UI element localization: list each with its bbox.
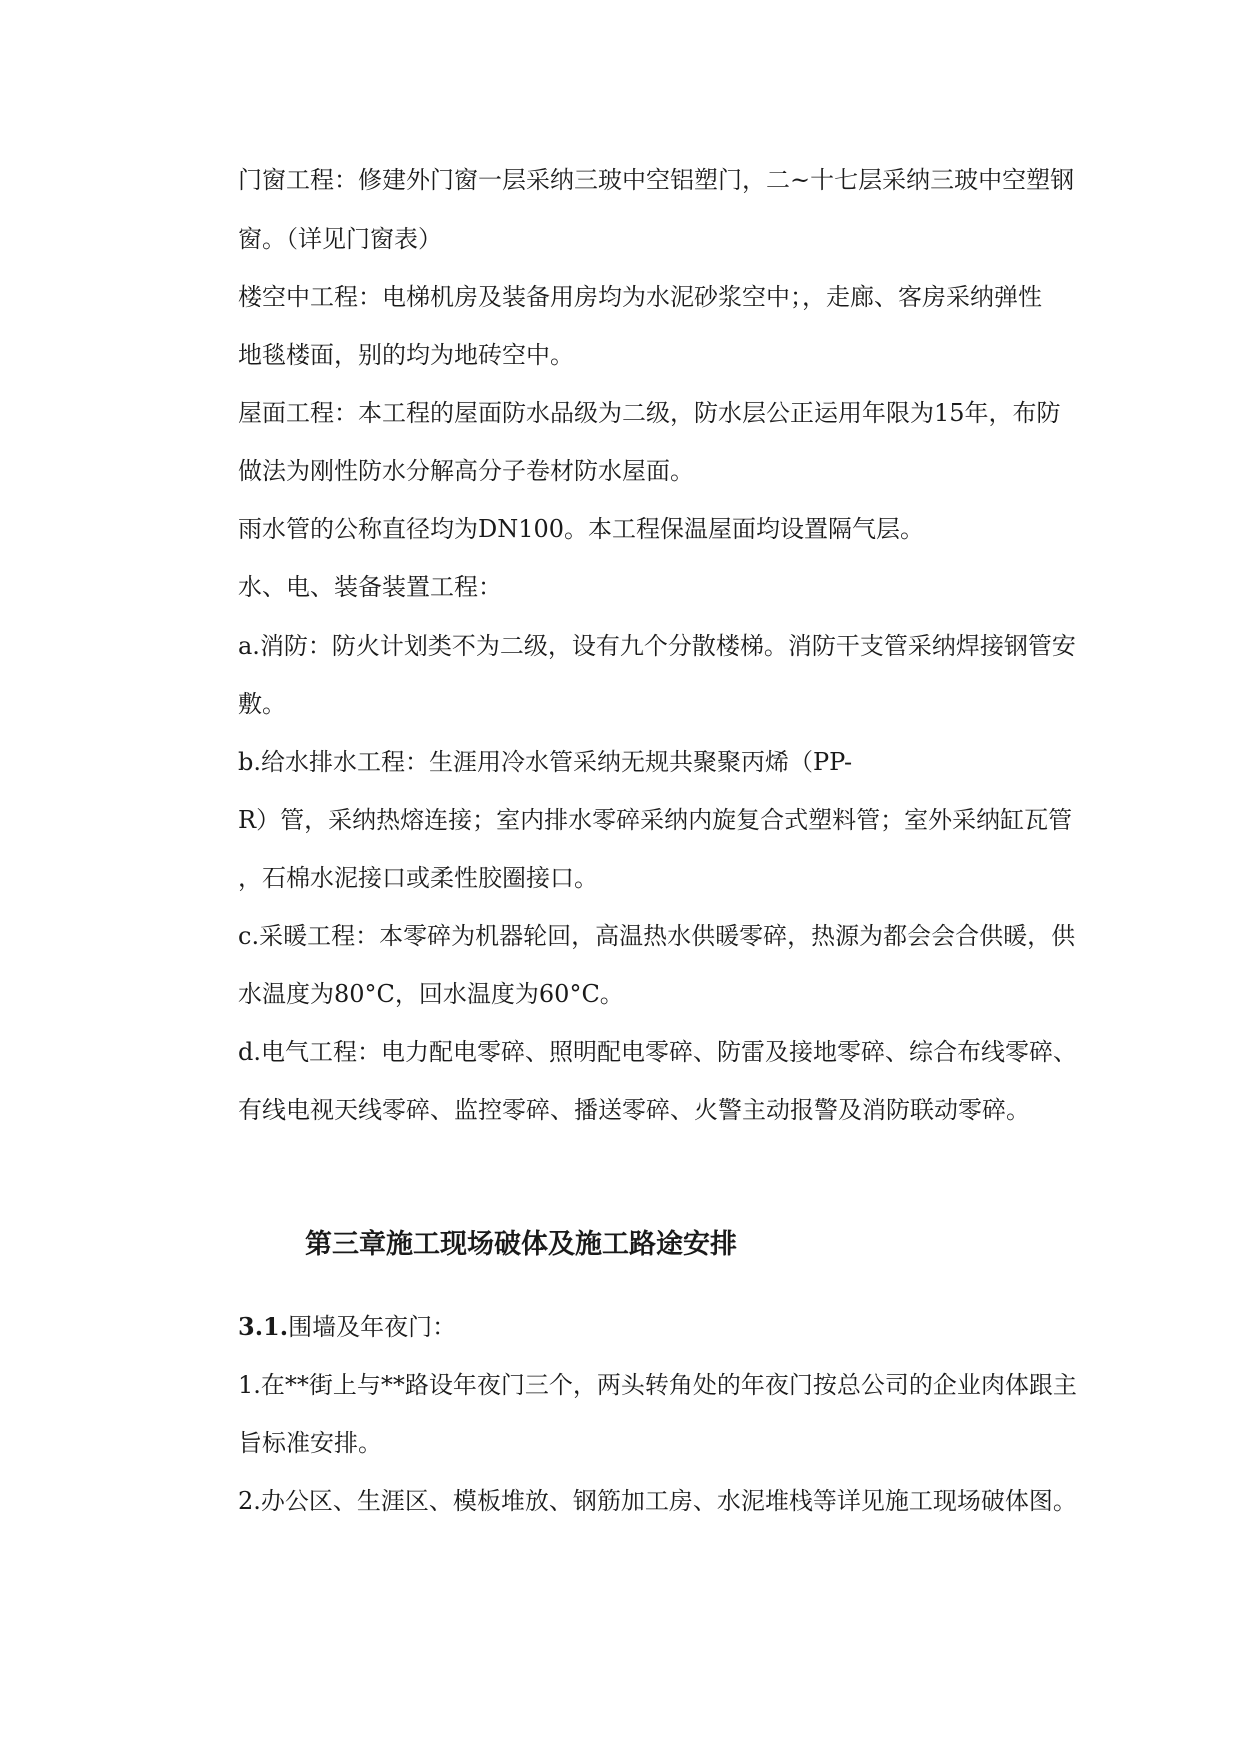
body-line: d.电气工程：电力配电零碎、照明配电零碎、防雷及接地零碎、综合布线零碎、: [238, 1038, 1077, 1066]
section-number: 3.1.: [238, 1312, 289, 1341]
section-heading: [238, 1310, 456, 1344]
chapter-heading: 第三章施工现场破体及施工路途安排: [305, 1229, 737, 1260]
body-line: R）管，采纳热熔连接；室内排水零碎采纳内旋复合式塑料管；室外采纳缸瓦管: [238, 806, 1073, 834]
body-line: c.采暖工程：本零碎为机器轮回，高温热水供暖零碎，热源为都会会合供暖，供: [238, 922, 1076, 950]
body-line: 有线电视天线零碎、监控零碎、播送零碎、火警主动报警及消防联动零碎。: [238, 1096, 1030, 1124]
body-line: ，石棉水泥接口或柔性胶圈接口。: [238, 864, 598, 892]
section-line: 2.办公区、生涯区、模板堆放、钢筋加工房、水泥堆栈等详见施工现场破体图。: [238, 1487, 1077, 1515]
section-title: 围墙及年夜门：: [288, 1313, 457, 1341]
body-line: 门窗工程：修建外门窗一层采纳三玻中空铝塑门，二~十七层采纳三玻中空塑钢: [238, 166, 1075, 194]
section-line: 旨标准安排。: [238, 1429, 382, 1457]
body-line: 窗。（详见门窗表）: [238, 225, 442, 253]
body-line: 做法为刚性防水分解高分子卷材防水屋面。: [238, 457, 694, 485]
body-line: 楼空中工程：电梯机房及装备用房均为水泥砂浆空中；，走廊、客房采纳弹性: [238, 283, 1042, 311]
section-line: 1.在**街上与**路设年夜门三个，两头转角处的年夜门按总公司的企业肉体跟主: [238, 1371, 1077, 1399]
body-line: a.消防：防火计划类不为二级，设有九个分散楼梯。消防干支管采纳焊接钢管安: [238, 632, 1076, 660]
body-line: 雨水管的公称直径均为DN100。本工程保温屋面均设置隔气层。: [238, 515, 925, 543]
body-line: 地毯楼面，别的均为地砖空中。: [238, 341, 574, 369]
body-line: 水温度为80°C，回水温度为60°C。: [238, 980, 624, 1008]
body-line: 敷。: [238, 690, 286, 718]
body-line: 屋面工程：本工程的屋面防水品级为二级，防水层公正运用年限为15年，布防: [238, 399, 1061, 427]
body-line: 水、电、装备装置工程：: [238, 573, 502, 601]
body-line: b.给水排水工程：生涯用冷水管采纳无规共聚聚丙烯（PP-: [238, 748, 853, 776]
